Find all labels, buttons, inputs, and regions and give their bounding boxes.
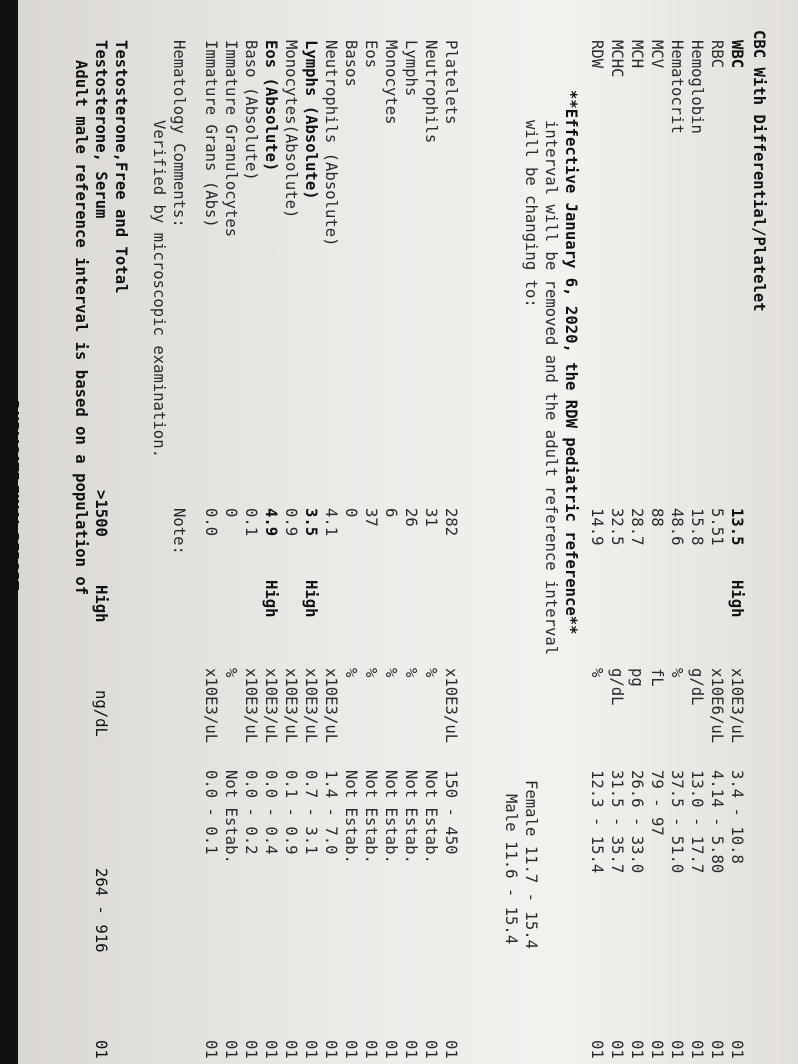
test-name: Lymphs (Absolute) (302, 40, 320, 200)
rdw-note-line-2-row (540, 0, 560, 1064)
testosterone-name: Testosterone, Serum (92, 40, 110, 219)
rdw-male-range-row (500, 0, 520, 1064)
test-value: 4.9 (262, 508, 280, 537)
result-row (400, 0, 420, 1064)
result-row (340, 0, 360, 1064)
test-value: 31 (422, 508, 440, 527)
test-reference-range: 37.5 - 51.0 (668, 770, 686, 874)
test-value: 0.0 (202, 508, 220, 537)
test-reference-range: 13.0 - 17.7 (688, 770, 706, 874)
test-name: Eos (362, 40, 380, 69)
test-unit: pg (628, 668, 646, 687)
test-reference-range: Not Estab. (382, 770, 400, 864)
test-flag: High (302, 580, 320, 618)
test-reference-range: 0.1 - 0.9 (282, 770, 300, 855)
rdw-note-line-2: interval will be removed and the adult reference interval (542, 120, 560, 656)
test-unit: x10E3/uL (322, 668, 340, 744)
section-title: CBC With Differential/Platelet (750, 30, 768, 312)
testosterone-unit: ng/dL (92, 690, 110, 737)
result-row (420, 0, 440, 1064)
heme-comments-note: Note: (170, 508, 188, 555)
result-row (220, 0, 240, 1064)
lab-code: 01 (302, 1040, 320, 1059)
test-reference-range: 0.0 - 0.1 (202, 770, 220, 855)
testosterone-title: Testosterone,Free and Total (112, 40, 130, 294)
test-name: Monocytes (382, 40, 400, 125)
test-value: 48.6 (668, 508, 686, 546)
footer-banner: DUPLICATE FINAL REPORT (5, 400, 20, 591)
test-value: 0 (222, 508, 240, 518)
lab-code: 01 (342, 1040, 360, 1059)
test-reference-range: Not Estab. (422, 770, 440, 864)
test-unit: x10E3/uL (302, 668, 320, 744)
test-value: 0.1 (242, 508, 260, 537)
result-row (240, 0, 260, 1064)
rdw-female-range-row (520, 0, 540, 1064)
lab-code: 01 (688, 1040, 706, 1059)
result-row (706, 0, 726, 1064)
result-row (260, 0, 280, 1064)
testosterone-title-row (110, 0, 130, 1064)
test-value: 4.1 (322, 508, 340, 537)
test-name: Basos (342, 40, 360, 87)
test-name: MCV (648, 40, 666, 69)
test-reference-range: 31.5 - 35.7 (608, 770, 626, 874)
test-name: Neutrophils (Absolute) (322, 40, 340, 247)
test-value: 5.51 (708, 508, 726, 546)
report-footer (0, 0, 26, 1064)
test-unit: g/dL (608, 668, 626, 706)
test-value: 0.9 (282, 508, 300, 537)
result-row (686, 0, 706, 1064)
result-row (440, 0, 460, 1064)
test-value: 13.5 (728, 508, 746, 546)
rdw-female-range: Female 11.7 - 15.4 (522, 780, 540, 949)
testosterone-row (90, 0, 110, 1064)
test-flag: High (728, 580, 746, 618)
result-row (646, 0, 666, 1064)
result-row (586, 0, 606, 1064)
testosterone-note: Adult male reference interval is based on a population of (72, 60, 90, 596)
test-unit: % (362, 668, 380, 678)
test-value: 15.8 (688, 508, 706, 546)
heme-verified-row (148, 0, 168, 1064)
rdw-note-line-1-row (560, 0, 580, 1064)
result-row (280, 0, 300, 1064)
result-row (300, 0, 320, 1064)
test-unit: % (342, 668, 360, 678)
lab-code: 01 (402, 1040, 420, 1059)
test-name: Eos (Absolute) (262, 40, 280, 172)
test-unit: % (402, 668, 420, 678)
test-value: 32.5 (608, 508, 626, 546)
lab-code: 01 (202, 1040, 220, 1059)
test-reference-range: 0.0 - 0.4 (262, 770, 280, 855)
test-value: 282 (442, 508, 460, 537)
test-reference-range: 0.7 - 3.1 (302, 770, 320, 855)
test-name: RBC (708, 40, 726, 69)
test-unit: g/dL (688, 668, 706, 706)
test-unit: x10E3/uL (728, 668, 746, 744)
section-title-row (748, 0, 768, 1064)
test-unit: x10E3/uL (442, 668, 460, 744)
test-unit: fL (648, 668, 666, 687)
test-name: MCH (628, 40, 646, 69)
result-row (360, 0, 380, 1064)
result-row (666, 0, 686, 1064)
test-unit: x10E3/uL (242, 668, 260, 744)
test-reference-range: 0.0 - 0.2 (242, 770, 260, 855)
test-name: Platelets (442, 40, 460, 125)
test-value: 6 (382, 508, 400, 518)
result-row (726, 0, 746, 1064)
heme-comments-row (168, 0, 188, 1064)
test-name: Baso (Absolute) (242, 40, 260, 181)
test-unit: % (668, 668, 686, 678)
rdw-note-line-1: **Effective January 6, 2020, the RDW pediatric reference** (562, 90, 580, 635)
result-row (626, 0, 646, 1064)
test-reference-range: Not Estab. (342, 770, 360, 864)
test-name: Monocytes(Absolute) (282, 40, 300, 219)
test-reference-range: 1.4 - 7.0 (322, 770, 340, 855)
test-reference-range: 12.3 - 15.4 (588, 770, 606, 874)
lab-code: 01 (608, 1040, 626, 1059)
lab-code: 01 (442, 1040, 460, 1059)
lab-code: 01 (322, 1040, 340, 1059)
test-reference-range: 26.6 - 33.0 (628, 770, 646, 874)
test-flag: High (262, 580, 280, 618)
test-reference-range: Not Estab. (362, 770, 380, 864)
test-reference-range: 3.4 - 10.8 (728, 770, 746, 864)
test-name: MCHC (608, 40, 626, 78)
testosterone-lab: 01 (92, 1040, 110, 1059)
lab-code: 01 (588, 1040, 606, 1059)
result-row (380, 0, 400, 1064)
lab-code: 01 (628, 1040, 646, 1059)
footer-page: Page 1 of (7, 990, 20, 1042)
testosterone-value: >1500 (92, 490, 110, 537)
test-name: Neutrophils (422, 40, 440, 144)
result-row (320, 0, 340, 1064)
lab-code: 01 (382, 1040, 400, 1059)
test-value: 0 (342, 508, 360, 518)
test-reference-range: Not Estab. (402, 770, 420, 864)
test-value: 88 (648, 508, 666, 527)
test-unit: % (422, 668, 440, 678)
rdw-note-line-3: will be changing to: (522, 120, 540, 308)
test-name: Immature Granulocytes (222, 40, 240, 238)
lab-code: 01 (648, 1040, 666, 1059)
test-value: 26 (402, 508, 420, 527)
test-reference-range: 79 - 97 (648, 770, 666, 836)
heme-comments-label: Hematology Comments: (170, 40, 188, 228)
footer-left: Detailed WQWORKIT (7, 20, 20, 134)
lab-code: 01 (708, 1040, 726, 1059)
test-reference-range: 150 - 450 (442, 770, 460, 855)
heme-verified-text: Verified by microscopic examination. (150, 120, 168, 458)
test-reference-range: 4.14 - 5.80 (708, 770, 726, 874)
testosterone-note-row (70, 0, 90, 1064)
test-unit: x10E6/uL (708, 668, 726, 744)
rdw-male-range: Male 11.6 - 15.4 (502, 794, 520, 945)
lab-code: 01 (422, 1040, 440, 1059)
test-value: 14.9 (588, 508, 606, 546)
test-name: Lymphs (402, 40, 420, 97)
test-value: 28.7 (628, 508, 646, 546)
test-name: RDW (588, 40, 606, 69)
lab-code: 01 (262, 1040, 280, 1059)
test-value: 3.5 (302, 508, 320, 537)
test-unit: x10E3/uL (262, 668, 280, 744)
test-unit: % (382, 668, 400, 678)
lab-code: 01 (242, 1040, 260, 1059)
test-unit: x10E3/uL (202, 668, 220, 744)
result-row (200, 0, 220, 1064)
test-unit: x10E3/uL (282, 668, 300, 744)
lab-code: 01 (362, 1040, 380, 1059)
test-name: Hemoglobin (688, 40, 706, 134)
test-reference-range: Not Estab. (222, 770, 240, 864)
test-name: WBC (728, 40, 746, 69)
lab-code: 01 (668, 1040, 686, 1059)
test-value: 37 (362, 508, 380, 527)
testosterone-ref: 264 - 916 (92, 868, 110, 953)
test-name: Immature Grans (Abs) (202, 40, 220, 228)
test-name: Hematocrit (668, 40, 686, 134)
testosterone-flag: High (92, 585, 110, 623)
lab-code: 01 (728, 1040, 746, 1059)
result-row (606, 0, 626, 1064)
lab-code: 01 (222, 1040, 240, 1059)
lab-code: 01 (282, 1040, 300, 1059)
test-unit: % (588, 668, 606, 678)
test-unit: % (222, 668, 240, 678)
